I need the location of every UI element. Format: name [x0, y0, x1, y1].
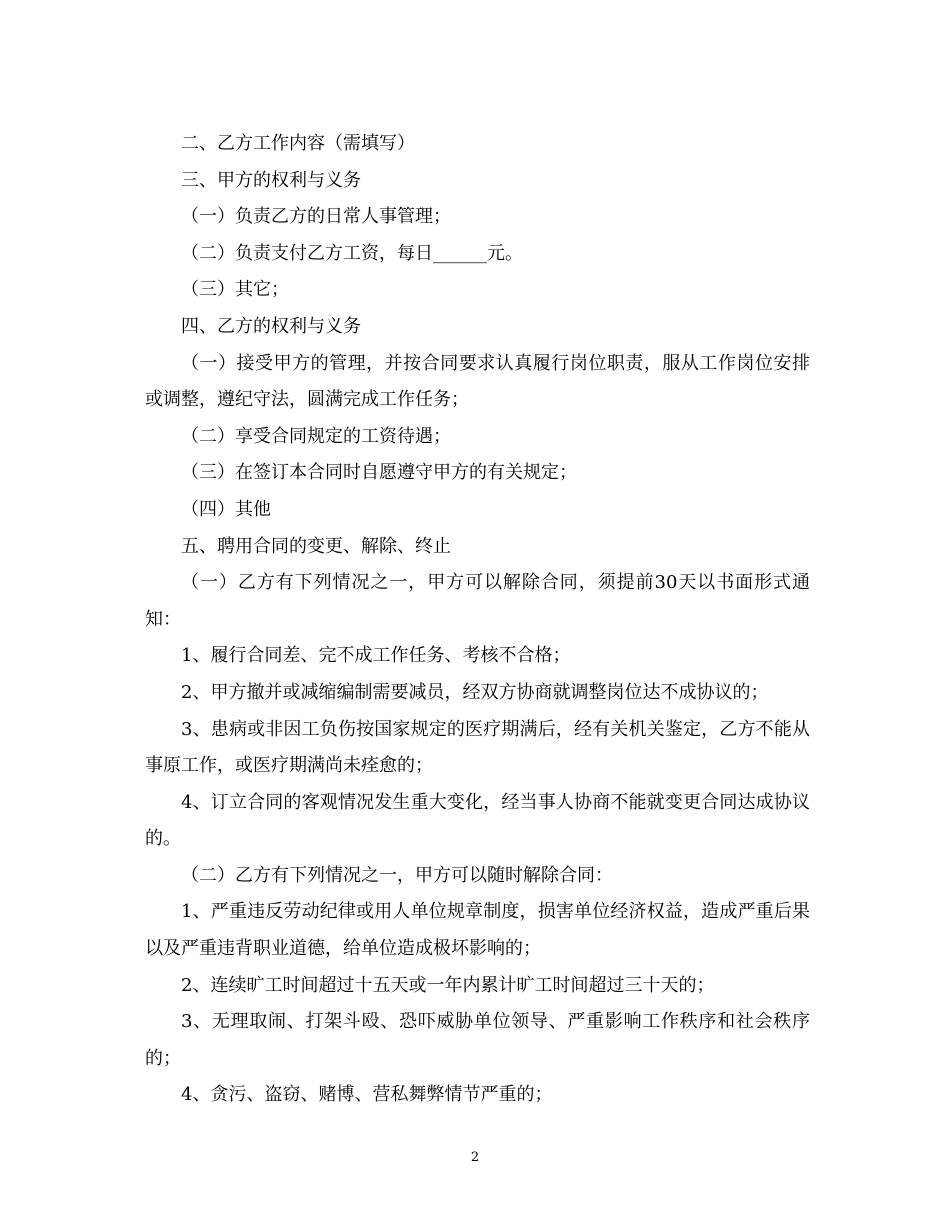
numbered-item: 1、履行合同差、完不成工作任务、考核不合格； [181, 645, 571, 667]
numbered-item: 2、甲方撤并或减缩编制需要减员，经双方协商就调整岗位达不成协议的； [181, 681, 769, 703]
numbered-item: 1、严重违反劳动纪律或用人单位规章制度，损害单位经济权益，造成严重后果以及严重违背职业道德，给单位造成极坏影响的； [145, 901, 810, 960]
section-heading: 四、乙方的权利与义务 [181, 315, 361, 337]
numbered-item: 3、无理取闹、打架斗殴、恐吓威胁单位领导、严重影响工作秩序和社会秩序的； [145, 1011, 810, 1069]
section-heading: 五、聘用合同的变更、解除、终止 [181, 535, 451, 557]
page-number: 2 [470, 1150, 480, 1165]
numbered-item: 4、贪污、盗窃、赌博、营私舞弊情节严重的； [181, 1084, 553, 1106]
clause-item: （三）其它； [181, 279, 289, 301]
clause-item: （三）在签订本合同时自愿遵守甲方的有关规定； [181, 462, 577, 484]
clause-item: （一）负责乙方的日常人事管理； [181, 206, 451, 228]
numbered-item: 3、患病或非因工负伤按国家规定的医疗期满后，经有关机关鉴定，乙方不能从事原工作，或医疗期满尚未痊愈的； [145, 718, 810, 777]
section-heading: 二、乙方工作内容（需填写） [181, 133, 415, 154]
clause-item: （一）接受甲方的管理，并按合同要求认真履行岗位职责，服从工作岗位安排或调整，遵纪守法，圆满完成工作任务； [145, 352, 810, 411]
section-heading: 三、甲方的权利与义务 [181, 169, 361, 191]
clause-item: （二）负责支付乙方工资，每日______元。 [181, 242, 523, 264]
clause-item: （四）其他 [181, 498, 271, 520]
numbered-item: 2、连续旷工时间超过十五天或一年内累计旷工时间超过三十天的； [181, 974, 715, 996]
clause-item: （一）乙方有下列情况之一，甲方可以解除合同，须提前30天以书面形式通知： [145, 572, 810, 630]
document-body [145, 126, 810, 1114]
clause-item: （二）享受合同规定的工资待遇； [181, 425, 451, 447]
numbered-item: 4、订立合同的客观情况发生重大变化，经当事人协商不能就变更合同达成协议的。 [145, 791, 810, 850]
clause-item: （二）乙方有下列情况之一，甲方可以随时解除合同： [181, 864, 613, 886]
